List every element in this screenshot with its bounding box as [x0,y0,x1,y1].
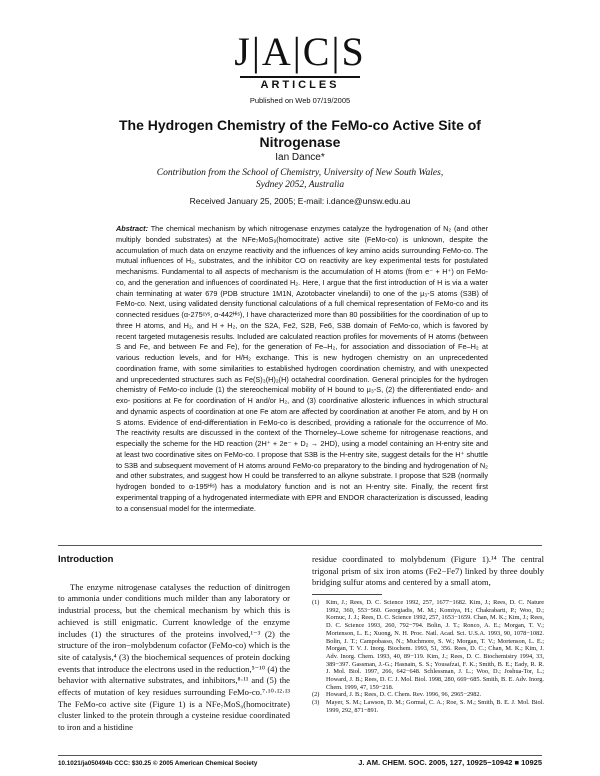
right-column-text: residue coordinated to molybdenum (Figure 1).¹⁴ The central trigonal prism of six iron atoms (Fe2−Fe7) linked by three doubly bridging sulfur atoms and centered by a small atom, [312,554,544,588]
author-affiliation [150,167,450,191]
reference-number: (3) [312,699,320,707]
reference-text: Kim, J.; Rees, D. C. Science 1992, 257, 1677−1682. Kim, J.; Rees, D. C. Nature 1992, 360, 553−560. Georgiadis, M. M.; Komiya, H.; Chakrabarti, P.; Woo, D.; Kornuc, J. J.; Rees, D. C. Science 1992, 257, 1653−1659. Chan, M. K.; Kim, J.; Rees, D. C. Science 1993, 260, 792−794. Bolin, J. T.; Ronco, A. E.; Morgan, T. V.; Mortenson, L. E.; Xuong, N. H. Proc. Natl. Acad. Sci. U.S.A. 1993, 90, 1078−1082. Bolin, J. T.; Campobasso, N.; Muchmore, S. W.; Morgan, T. V.; Mortenson, L. E.; Morgan, T. V. J. Inorg. Biochem. 1993, 51, 356. Rees, D. C.; Chan, M. K.; Kim, J. Adv. Inorg. Chem. 1993, 40, 89−119. Kim, J.; Rees, D. C. Biochemistry 1994, 33, 389−397. Gassman, J.-G.; Hasnain, S. S.; Yousafzai, F. K.; Smith, B. E.; Eady, R. R. J. Mol. Biol. 1997, 266, 642−648. Schlessman, J. L.; Woo, D.; Joshua-Tor, L.; Howard, J. B.; Rees, D. C. J. Mol. Biol. 1998, 280, 669−685. Smith, B. E. Adv. Inorg. Chem. 1999, 47, 159−218. [326,599,544,691]
intro-heading: Introduction [58,554,114,565]
references-rule [312,594,382,595]
section-divider [58,545,542,546]
footer-citation: J. AM. CHEM. SOC. 2005, 127, 10925−10942 ■ 10925 [358,758,542,767]
section-label: ARTICLES [260,79,340,91]
article-title: The Hydrogen Chemistry of the FeMo-co Active Site of Nitrogenase [119,117,481,150]
affiliation-line-2: Sydney 2052, Australia [255,180,345,190]
reference-item [312,599,544,691]
reference-number: (1) [312,599,320,606]
footer-doi: 10.1021/ja050494b CCC: $30.25 © 2005 American Chemical Society [58,760,258,767]
abstract [116,224,488,514]
reference-text: Howard, J. B.; Rees, D. C. Chem. Rev. 1996, 96, 2965−2982. [326,691,482,699]
intro-paragraph: The enzyme nitrogenase catalyses the reduction of dinitrogen to ammonia under conditions much milder than any laboratory or industrial process, but the chemical mechanism by which this is achieved is still enigmatic. Current knowledge of the enzyme includes (1) the structures of the proteins involved,¹⁻³ (2) the structure of the iron−molybdenum cofactor (FeMo-co) which is the site of catalysis,⁴ (3) the biochemical sequences of protein docking events that introduce the electrons used in the reduction,⁵⁻¹⁰ (4) the behavior with alternative substrates, and inhibitors,⁸·¹¹ and (5) the effects of mutation of key residues surrounding FeMo-co.⁷·¹⁰·¹²·¹³ The FeMo-co active site (Figure 1) is a NFe₇MoS₉(homocitrate) cluster linked to the protein through a cysteine residue coordinated to iron and a histidine [58,581,290,733]
reference-text: Mayer, S. M.; Lawson, D. M.; Gormal, C. A.; Roe, S. M.; Smith, B. E. J. Mol. Biol. 1999, 292, 871−891. [326,699,544,714]
abstract-text: The chemical mechanism by which nitrogenase enzymes catalyze the hydrogenation of N₂ (and other multiply bonded substrates) at the NFe₇MoS₉(homocitrate) active site (FeMo-co) is unknown, despite the accumulation of much data on enzyme reactivity and the influences of key amino acids surrounding FeMo-co. The mutual influences of H₂, substrates, and the inhibitor CO on reactivity are key experimental tests for postulated mechanisms. Fundamental to all aspects of mechanism is the accumulation of H atoms (from e⁻ + H⁺) on FeMo-co, and the generation and influences of coordinated H₂. Here, I argue that the first introduction of H is via a water chain terminating at water 679 (PDB structure 1M1N, Azotobacter vinelandii) to one of the μ₃-S atoms (S3B) of FeMo-co. Next, using validated density functional calculations of a full chemical representation of FeMo-co and its connected residues (α-275ᶜʸˢ, α-442ᴴⁱˢ), I have characterized more than 80 possibilities for the coordination of up to three H atoms, and H₂, and H + H₂, on the S2A, Fe2, S2B, Fe6, S3B domain of FeMo-co, which is favored by recent targeted mutagenesis results. Included are calculated reaction profiles for movements of H atoms (between S and Fe, and between Fe and Fe), for the generation of Fe–H₂, for association and dissociation of Fe–H₂ at various reduction levels, and for H/H₂ exchange. This is new hydrogen chemistry on an unprecedented coordination frame, with some similarities to established hydrogen coordination chemistry, and with unexpected and unprecedented structures such as Fe(S)₃(H)₂(H) octahedral coordination. General principles for the hydrogen chemistry of FeMo-co include (1) the stereochemical mobility of H bound to μ₃-S, (2) the differentiated endo- and exo- positions at Fe for coordination of H and/or H₂, and (3) coordinative allosteric influences in which structural and dynamic aspects of coordination at one Fe atom are affected by coordination at another Fe atom, and by H on S atoms. Evidence of end-differentiation in FeMo-co is described, providing a rationale for the occurrence of Mo. The reactivity results are discussed in the context of the Thorneley–Lowe scheme for nitrogenase reactions, and especially the scheme for the HD reaction (2H⁺ + 2e⁻ + D₂ → 2HD), using a model containing an H-entry site and at least two coordinative sites on FeMo-co. I propose that S3B is the H-entry site, suggest details for the H⁺ shuttle to S3B and subsequent movement of H atoms around FeMo-co preparatory to the binding and hydrogenation of N₂ and other substrates, and suggest how H could be transferred to an alkyne substrate. I propose that S2B (normally hydrogen bonded to α-195ᴴⁱˢ) has a modulatory function and is not an H-entry site. Finally, the recent first experimental trapping of a hydrogenated intermediate with EPR and ENDOR characterization is discussed, leading to a consensual model for the intermediate. [116,224,488,513]
references-list [312,599,544,715]
article-author: Ian Dance* [275,152,325,163]
footer-rule [58,755,542,756]
published-date: Published on Web 07/19/2005 [249,96,351,105]
affiliation-line-1: Contribution from the School of Chemistry, University of New South Wales, [156,168,444,178]
abstract-label: Abstract: [116,224,149,233]
journal-logo: J|A|C|S [234,29,366,74]
logo-rule [240,76,360,78]
reference-item [312,699,544,714]
reference-item [312,691,544,699]
reference-number: (2) [312,691,320,699]
left-column [58,554,290,734]
received-line: Received January 25, 2005; E-mail: i.dance@unsw.edu.au [189,196,411,206]
